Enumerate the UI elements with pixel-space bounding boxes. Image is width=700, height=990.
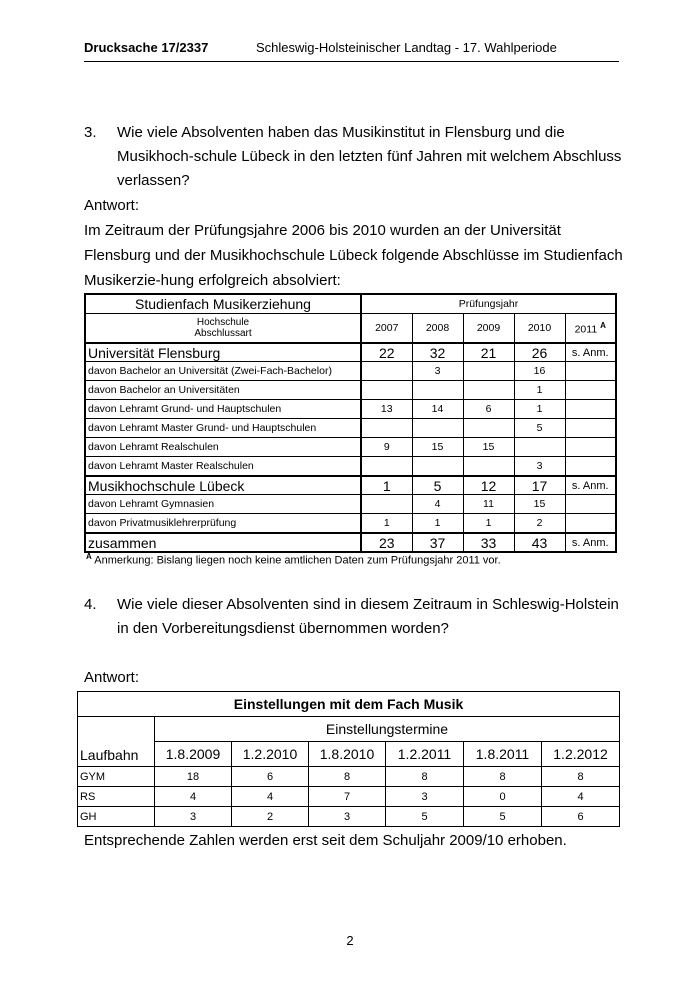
employment-table-title: Einstellungen mit dem Fach Musik: [78, 692, 620, 717]
value-cell: 4: [232, 787, 309, 807]
table-row: [85, 495, 616, 514]
value-cell: s. Anm.: [565, 476, 616, 495]
value-cell: [463, 362, 514, 381]
value-cell: 5: [412, 476, 463, 495]
answer-label: Antwort:: [84, 197, 140, 214]
table-row: [85, 533, 616, 552]
date-header: 1.2.2011: [386, 742, 464, 767]
value-cell: [412, 457, 463, 477]
row-label: davon Lehramt Grund- und Hauptschulen: [85, 400, 361, 419]
answer-text: Im Zeitraum der Prüfungsjahre 2006 bis 2010 wurden an der Universität Flensburg und der Musikhochschule Lübeck folgende Abschlüsse im Studienfach Musikerzie-hung erfolgreich absolviert:: [84, 222, 623, 289]
value-cell: 8: [309, 767, 386, 787]
value-cell: [565, 400, 616, 419]
value-cell: 2: [232, 807, 309, 827]
answer-label: Antwort:: [84, 669, 140, 686]
table-row: [78, 767, 620, 787]
value-cell: [463, 381, 514, 400]
row-label: davon Lehramt Realschulen: [85, 438, 361, 457]
value-cell: 8: [464, 767, 542, 787]
row-label: davon Lehramt Master Grund- und Hauptschulen: [85, 419, 361, 438]
value-cell: 33: [463, 533, 514, 552]
career-label: GYM: [78, 767, 155, 787]
value-cell: 17: [514, 476, 565, 495]
year-header: 2007: [361, 314, 412, 344]
value-cell: 15: [463, 438, 514, 457]
degree-subheader: Abschlussart: [194, 328, 252, 339]
row-label: Musikhochschule Lübeck: [85, 476, 361, 495]
value-cell: 43: [514, 533, 565, 552]
value-cell: [565, 381, 616, 400]
table-row: [85, 419, 616, 438]
value-cell: [361, 495, 412, 514]
question-number: 4.: [84, 596, 97, 613]
value-cell: 7: [309, 787, 386, 807]
value-cell: 22: [361, 343, 412, 362]
year-label: 2011: [574, 323, 598, 336]
employment-table: [77, 691, 620, 827]
footnote-employment: Entsprechende Zahlen werden erst seit dem Schuljahr 2009/10 erhoben.: [84, 832, 567, 849]
value-cell: [361, 457, 412, 477]
value-cell: 6: [463, 400, 514, 419]
question-text: Wie viele dieser Absolventen sind in diesem Zeitraum in Schleswig-Holstein in den Vorbereitungsdienst übernommen worden?: [117, 596, 619, 637]
footnote-a: [86, 552, 501, 567]
value-cell: 21: [463, 343, 514, 362]
value-cell: 16: [514, 362, 565, 381]
value-cell: 4: [155, 787, 232, 807]
value-cell: [565, 457, 616, 477]
date-header: 1.8.2011: [464, 742, 542, 767]
row-label: zusammen: [85, 533, 361, 552]
page-number: 2: [346, 933, 354, 948]
exam-year-header: Prüfungsjahr: [361, 294, 616, 314]
value-cell: 1: [412, 514, 463, 534]
value-cell: 32: [412, 343, 463, 362]
value-cell: 5: [386, 807, 464, 827]
value-cell: [463, 457, 514, 477]
value-cell: [361, 419, 412, 438]
footnote-marker: A: [86, 552, 92, 561]
value-cell: 15: [412, 438, 463, 457]
value-cell: 8: [542, 767, 620, 787]
parliament-name: Schleswig-Holsteinischer Landtag - 17. Wahlperiode: [256, 40, 557, 55]
date-header: 1.2.2010: [232, 742, 309, 767]
value-cell: 14: [412, 400, 463, 419]
table-row: [85, 381, 616, 400]
value-cell: 12: [463, 476, 514, 495]
value-cell: 2: [514, 514, 565, 534]
date-header: 1.8.2009: [155, 742, 232, 767]
row-label: davon Privatmusiklehrerprüfung: [85, 514, 361, 534]
table-row: [78, 787, 620, 807]
table-row: [85, 476, 616, 495]
value-cell: 9: [361, 438, 412, 457]
dates-header: Einstellungstermine: [155, 717, 620, 742]
value-cell: 3: [386, 787, 464, 807]
value-cell: [565, 495, 616, 514]
value-cell: 4: [542, 787, 620, 807]
value-cell: 18: [155, 767, 232, 787]
value-cell: 23: [361, 533, 412, 552]
value-cell: 6: [542, 807, 620, 827]
value-cell: [565, 419, 616, 438]
date-header: 1.2.2012: [542, 742, 620, 767]
value-cell: s. Anm.: [565, 343, 616, 362]
value-cell: 6: [232, 767, 309, 787]
value-cell: [412, 381, 463, 400]
value-cell: [412, 419, 463, 438]
value-cell: 3: [412, 362, 463, 381]
value-cell: 37: [412, 533, 463, 552]
year-header: 2010: [514, 314, 565, 344]
row-label: davon Bachelor an Universitäten: [85, 381, 361, 400]
row-label: Universität Flensburg: [85, 343, 361, 362]
value-cell: 1: [514, 400, 565, 419]
table-row: [85, 343, 616, 362]
career-label: RS: [78, 787, 155, 807]
value-cell: s. Anm.: [565, 533, 616, 552]
value-cell: 0: [464, 787, 542, 807]
value-cell: 1: [361, 514, 412, 534]
page-header: [84, 40, 619, 62]
value-cell: 1: [514, 381, 565, 400]
value-cell: 26: [514, 343, 565, 362]
value-cell: 3: [155, 807, 232, 827]
value-cell: 3: [514, 457, 565, 477]
document-number: Drucksache 17/2337: [84, 40, 209, 55]
year-header: 2008: [412, 314, 463, 344]
table-row: [85, 457, 616, 477]
table-title: Studienfach Musikerziehung: [85, 294, 361, 314]
footnote-marker: A: [600, 320, 606, 330]
row-label: davon Lehramt Master Realschulen: [85, 457, 361, 477]
value-cell: [565, 438, 616, 457]
value-cell: [361, 381, 412, 400]
table-row: [78, 807, 620, 827]
table-row: [85, 362, 616, 381]
value-cell: 4: [412, 495, 463, 514]
value-cell: 13: [361, 400, 412, 419]
subheader-cell: [85, 314, 361, 344]
year-header-2011: [565, 314, 616, 344]
value-cell: 5: [514, 419, 565, 438]
value-cell: [361, 362, 412, 381]
date-header: 1.8.2010: [309, 742, 386, 767]
row-label: davon Bachelor an Universität (Zwei-Fach-Bachelor): [85, 362, 361, 381]
value-cell: 8: [386, 767, 464, 787]
value-cell: [565, 514, 616, 534]
university-subheader: Hochschule: [196, 317, 250, 328]
value-cell: 1: [463, 514, 514, 534]
row-label: davon Lehramt Gymnasien: [85, 495, 361, 514]
value-cell: 5: [464, 807, 542, 827]
year-header: 2009: [463, 314, 514, 344]
value-cell: [565, 362, 616, 381]
career-header: Laufbahn: [78, 717, 155, 767]
value-cell: 11: [463, 495, 514, 514]
value-cell: [463, 419, 514, 438]
value-cell: [514, 438, 565, 457]
career-label: GH: [78, 807, 155, 827]
table-row: [85, 400, 616, 419]
value-cell: 1: [361, 476, 412, 495]
table-row: [85, 438, 616, 457]
value-cell: 15: [514, 495, 565, 514]
value-cell: 3: [309, 807, 386, 827]
footnote-text: Anmerkung: Bislang liegen noch keine amtlichen Daten zum Prüfungsjahr 2011 vor.: [94, 554, 501, 567]
question-text: Wie viele Absolventen haben das Musikinstitut in Flensburg und die Musikhoch-schule Lübeck in den letzten fünf Jahren mit welchem Abschluss verlassen?: [117, 124, 622, 189]
question-number: 3.: [84, 124, 97, 141]
graduates-table: [84, 293, 617, 553]
table-row: [85, 514, 616, 534]
